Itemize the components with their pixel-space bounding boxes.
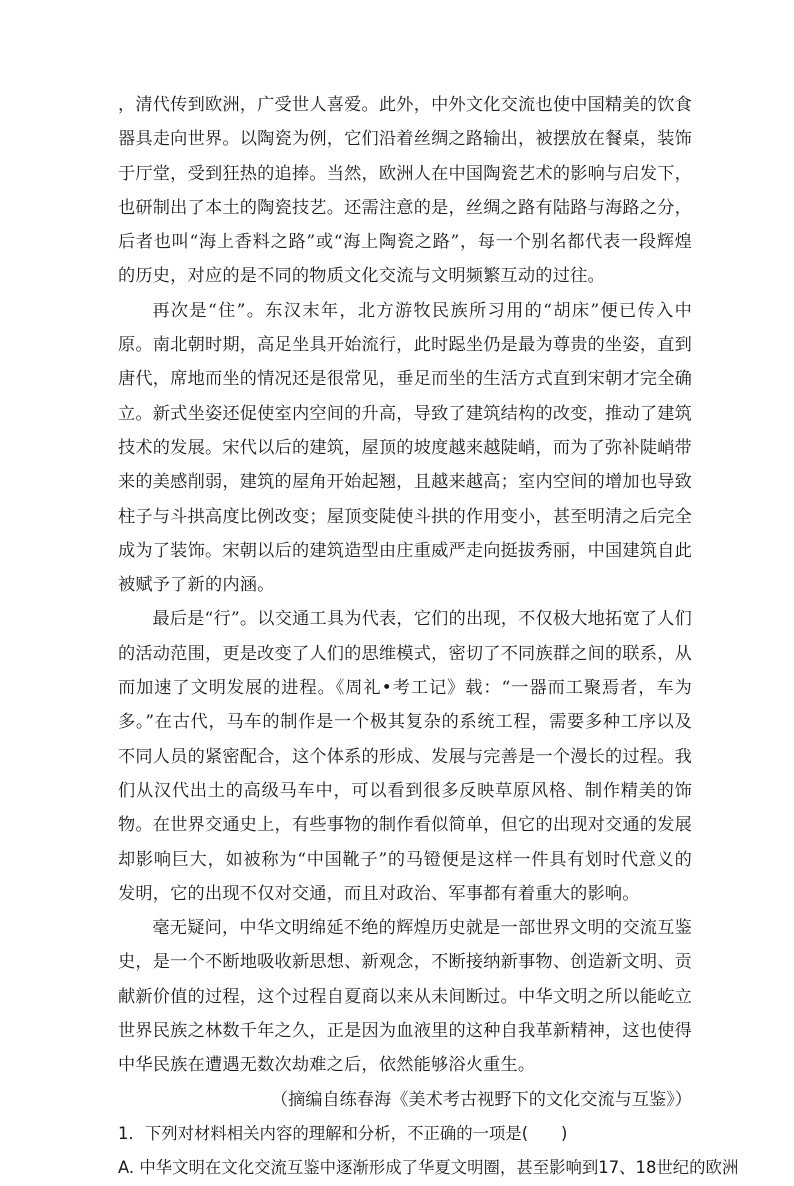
passage-paragraph-4: 毫无疑问，中华文明绵延不绝的辉煌历史就是一部世界文明的交流互鉴史，是一个不断地吸收新思想、新观念，不断接纳新事物、创造新文明、贡献新价值的过程，这个过程自夏商以来从未间断过。中华文明之所以能屹立世界民族之林数千年之久，正是因为血液里的这种自我革新精神，这也使得中华民族在遭遇无数次劫难之后，依然能够浴火重生。 — [118, 918, 692, 1076]
question-option-a: A. 中华文明在文化交流互鉴中逐渐形成了华夏文明圈，甚至影响到17、18世纪的欧洲 — [118, 1158, 739, 1178]
passage-source: （摘编自练春海《美术考古视野下的文化交流与互鉴》） — [270, 1089, 692, 1110]
question-stem: 1．下列对材料相关内容的理解和分析，不正确的一项是( ) — [118, 1123, 568, 1143]
passage-paragraph-1: ，清代传到欧洲，广受世人喜爱。此外，中外文化交流也使中国精美的饮食器具走向世界。以陶瓷为例，它们沿着丝绸之路输出，被摆放在餐桌，装饰于厅堂，受到狂热的追捧。当然，欧洲人在中国陶瓷艺术的影响与启发下，也研制出了本土的陶瓷技艺。还需注意的是，丝绸之路有陆路与海路之分，后者也叫“海上香料之路”或“海上陶瓷之路”，每一个别名都代表一段辉煌的历史，对应的是不同的物质文化交流与文明频繁互动的过往。 — [118, 95, 692, 287]
passage-paragraph-2: 再次是“住”。东汉末年，北方游牧民族所习用的“胡床”便已传入中原。南北朝时期，高足坐具开始流行，此时跽坐仍是最为尊贵的坐姿，直到唐代，席地而坐的情况还是很常见，垂足而坐的生活方式直到宋朝才完全确立。新式坐姿还促使室内空间的升高，导致了建筑结构的改变，推动了建筑技术的发展。宋代以后的建筑，屋顶的坡度越来越陡峭，而为了弥补陡峭带来的美感削弱，建筑的屋角开始起翘，且越来越高；室内空间的增加也导致柱子与斗拱高度比例改变；屋顶变陡使斗拱的作用变小，甚至明清之后完全成为了装饰。宋朝以后的建筑造型由庄重威严走向挺拔秀丽，中国建筑自此被赋予了新的内涵。 — [118, 300, 692, 596]
passage-paragraph-3: 最后是“行”。以交通工具为代表，它们的出现，不仅极大地拓宽了人们的活动范围，更是改变了人们的思维模式，密切了不同族群之间的联系，从而加速了文明发展的进程。《周礼•考工记》载：“一器而工聚焉者，车为多。”在古代，马车的制作是一个极其复杂的系统工程，需要多种工序以及不同人员的紧密配合，这个体系的形成、发展与完善是一个漫长的过程。我们从汉代出土的高级马车中，可以看到很多反映草原风格、制作精美的饰物。在世界交通史上，有些事物的制作看似简单，但它的出现对交通的发展却影响巨大，如被称为“中国靴子”的马镫便是这样一件具有划时代意义的发明，它的出现不仅对交通，而且对政治、军事都有着重大的影响。 — [118, 609, 692, 904]
document-page — [118, 88, 739, 1186]
